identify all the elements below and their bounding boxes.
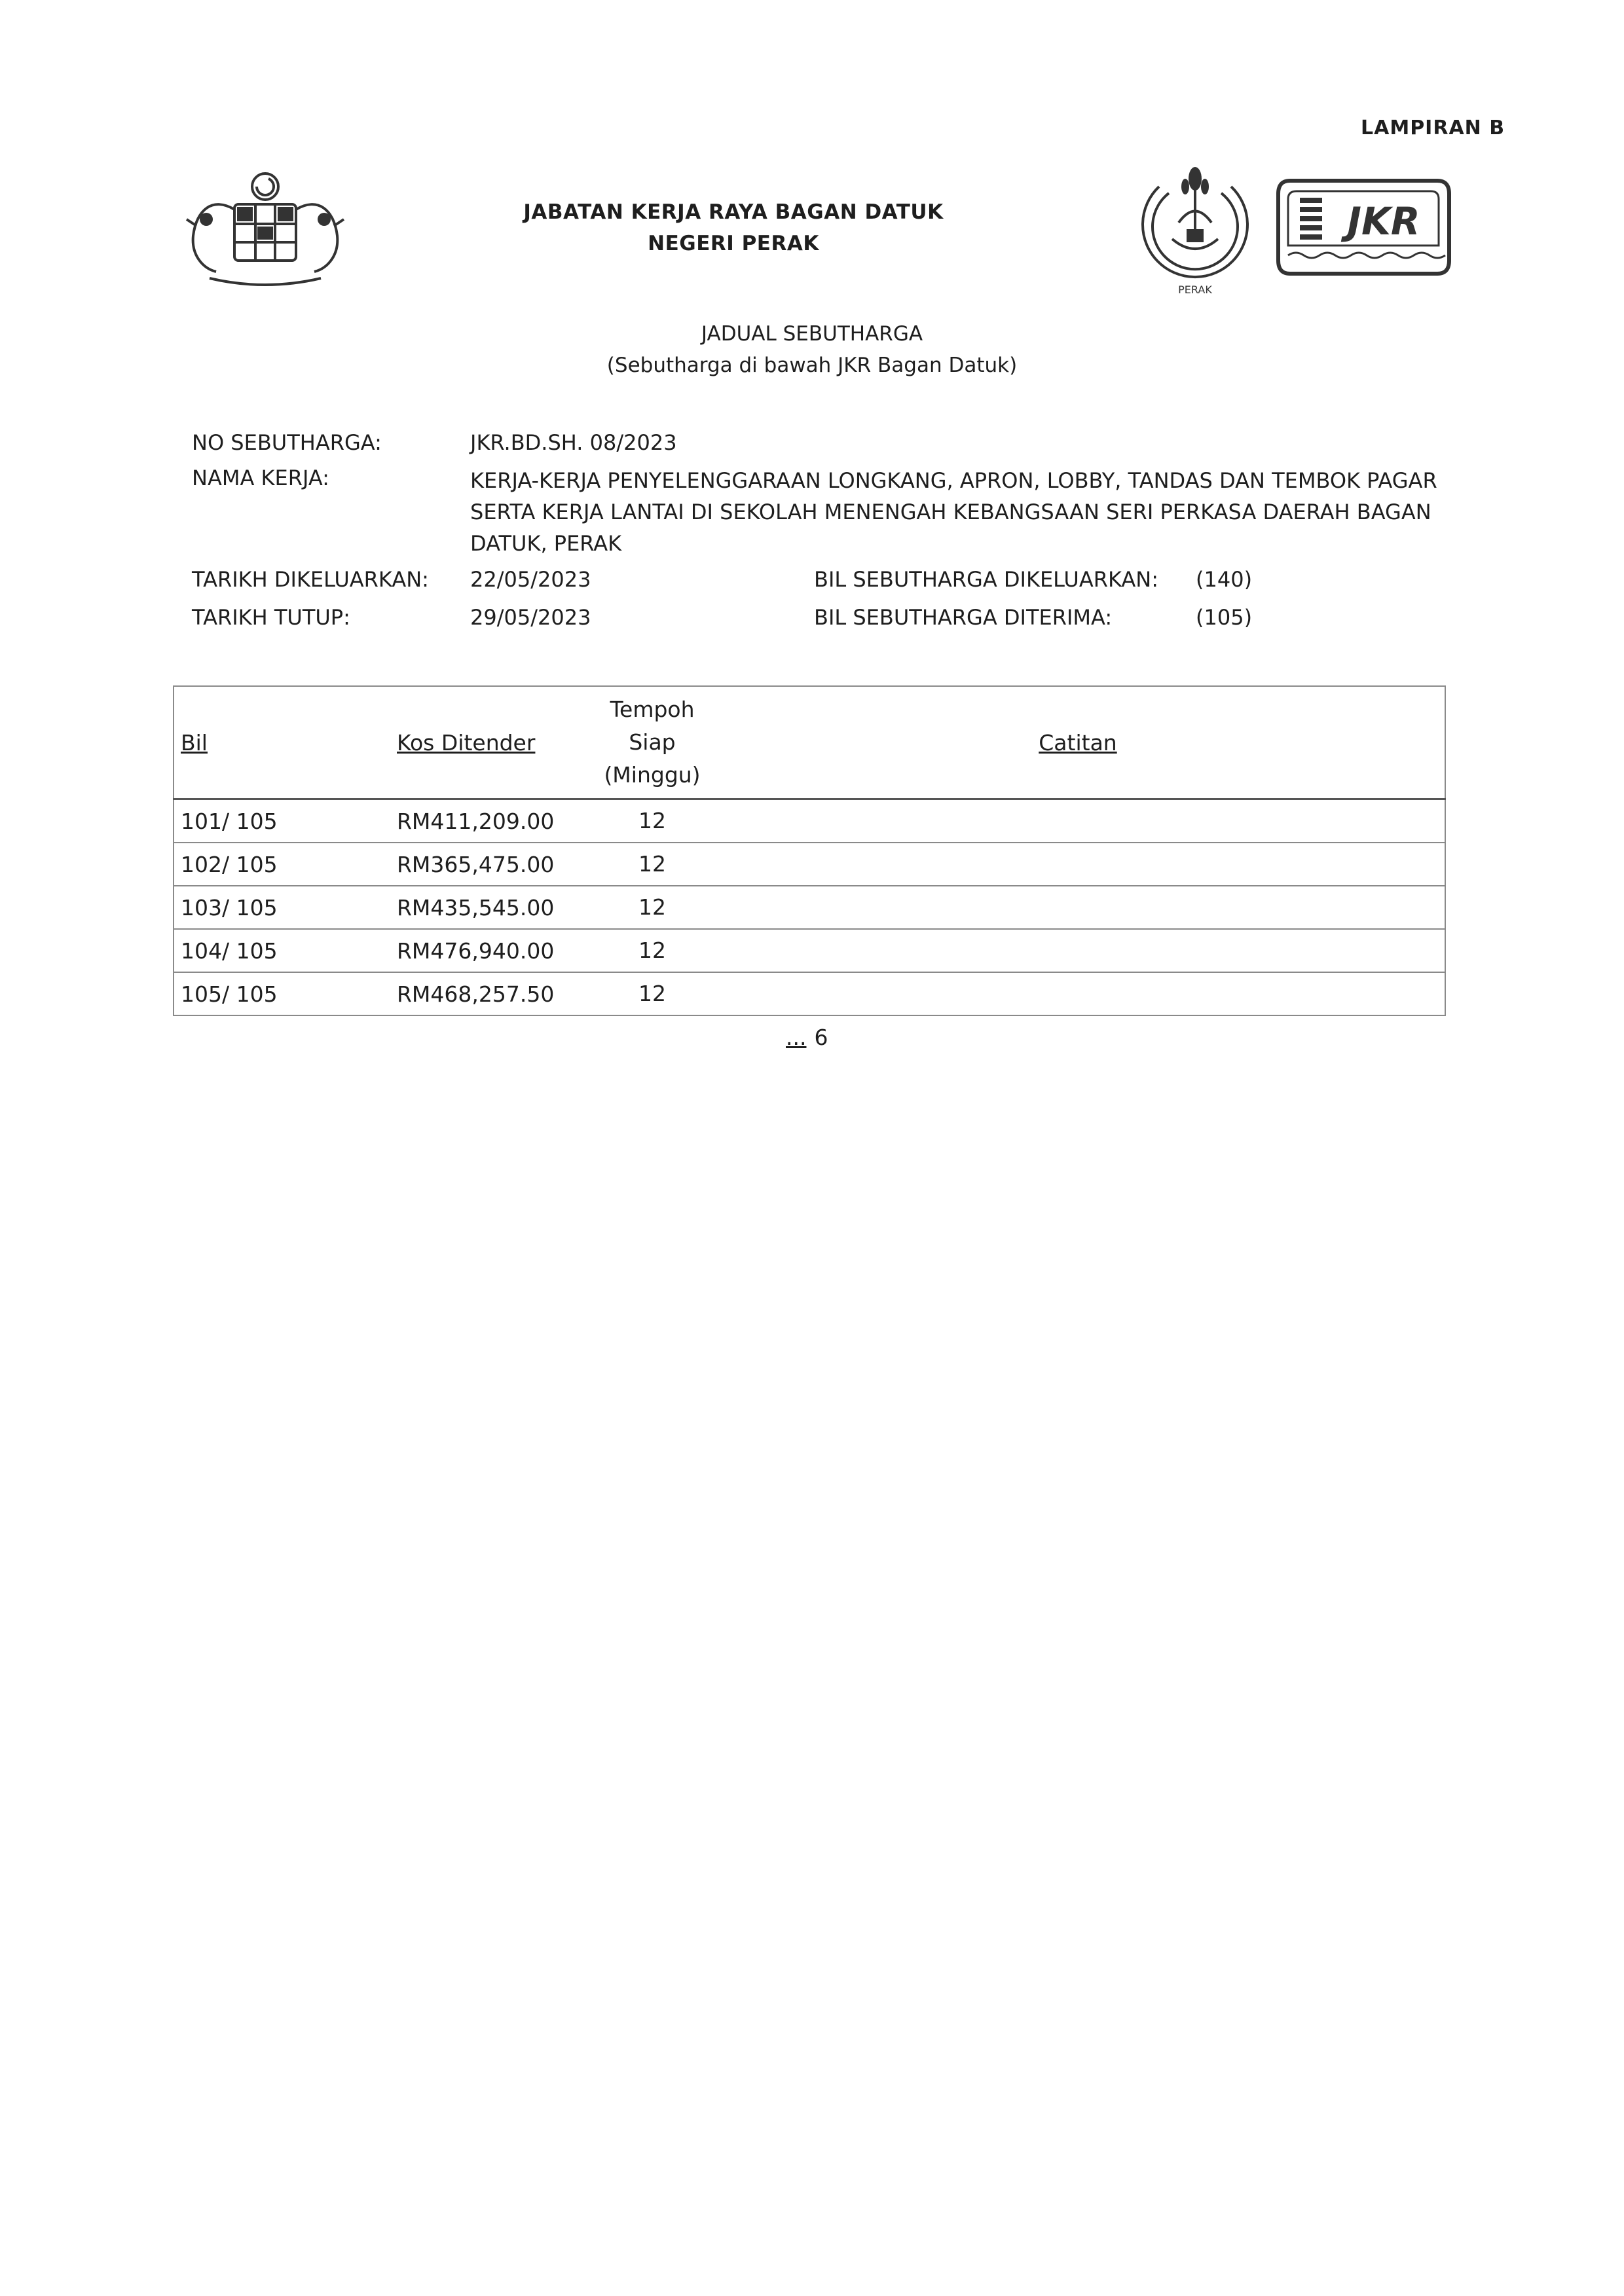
cell-catitan: [711, 843, 1445, 886]
page-continuation: [786, 1025, 828, 1050]
department-state: NEGERI PERAK: [648, 232, 819, 255]
header-tempoh: Tempoh Siap (Minggu): [593, 686, 711, 799]
cell-kos: RM476,940.00: [397, 929, 593, 972]
received-count-value: (105): [1196, 605, 1253, 630]
work-name-label: NAMA KERJA:: [192, 465, 329, 490]
seal-text: PERAK: [1178, 283, 1212, 296]
schedule-title: JADUAL SEBUTHARGA: [701, 322, 923, 346]
cell-tempoh: 12: [593, 886, 711, 929]
coat-of-arms-icon: [177, 164, 354, 295]
issued-count-value: (140): [1196, 567, 1253, 592]
table-header-row: [174, 686, 1445, 799]
closing-date-label: TARIKH TUTUP:: [192, 605, 350, 630]
work-name-value: KERJA-KERJA PENYELENGGARAAN LONGKANG, APRON, LOBBY, TANDAS DAN TEMBOK PAGAR SERTA KERJA LANTAI DI SEKOLAH MENENGAH KEBANGSAAN SERI PERKASA DAERAH BAGAN DATUK, PERAK: [470, 468, 1437, 556]
jkr-logo-icon: [1274, 177, 1454, 278]
next-page-number: 6: [814, 1025, 828, 1050]
header-catitan: Catitan: [711, 686, 1445, 799]
table-row: [174, 929, 1445, 972]
header-kos: Kos Ditender: [397, 686, 593, 799]
cell-catitan: [711, 886, 1445, 929]
cell-catitan: [711, 799, 1445, 843]
cell-kos: RM411,209.00: [397, 799, 593, 843]
table-row: [174, 886, 1445, 929]
annex-label: LAMPIRAN B: [1361, 117, 1505, 139]
quotation-number-value: JKR.BD.SH. 08/2023: [470, 430, 677, 455]
header-bil: Bil: [174, 686, 397, 799]
issue-date-value: 22/05/2023: [470, 567, 591, 592]
table-row: [174, 799, 1445, 843]
quotation-number-label: NO SEBUTHARGA:: [192, 430, 382, 455]
cell-kos: RM365,475.00: [397, 843, 593, 886]
table-row: [174, 843, 1445, 886]
continuation-dots: ...: [786, 1025, 807, 1050]
cell-kos: RM468,257.50: [397, 972, 593, 1015]
cell-catitan: [711, 929, 1445, 972]
closing-date-value: 29/05/2023: [470, 605, 591, 630]
schedule-subtitle: (Sebutharga di bawah JKR Bagan Datuk): [606, 354, 1018, 377]
jkr-logo-text: JKR: [1347, 199, 1420, 244]
issue-date-label: TARIKH DIKELUARKAN:: [192, 567, 429, 592]
perak-seal-icon: [1133, 160, 1257, 298]
cell-tempoh: 12: [593, 929, 711, 972]
cell-tempoh: 12: [593, 799, 711, 843]
received-count-label: BIL SEBUTHARGA DITERIMA:: [814, 605, 1113, 630]
cell-bil: 102/ 105: [174, 843, 397, 886]
cell-bil: 105/ 105: [174, 972, 397, 1015]
cell-catitan: [711, 972, 1445, 1015]
table-row: [174, 972, 1445, 1015]
cell-bil: 104/ 105: [174, 929, 397, 972]
quotation-table: [173, 685, 1446, 1016]
cell-tempoh: 12: [593, 972, 711, 1015]
issued-count-label: BIL SEBUTHARGA DIKELUARKAN:: [814, 567, 1158, 592]
cell-kos: RM435,545.00: [397, 886, 593, 929]
cell-bil: 101/ 105: [174, 799, 397, 843]
department-name: JABATAN KERJA RAYA BAGAN DATUK: [523, 200, 944, 224]
cell-bil: 103/ 105: [174, 886, 397, 929]
cell-tempoh: 12: [593, 843, 711, 886]
